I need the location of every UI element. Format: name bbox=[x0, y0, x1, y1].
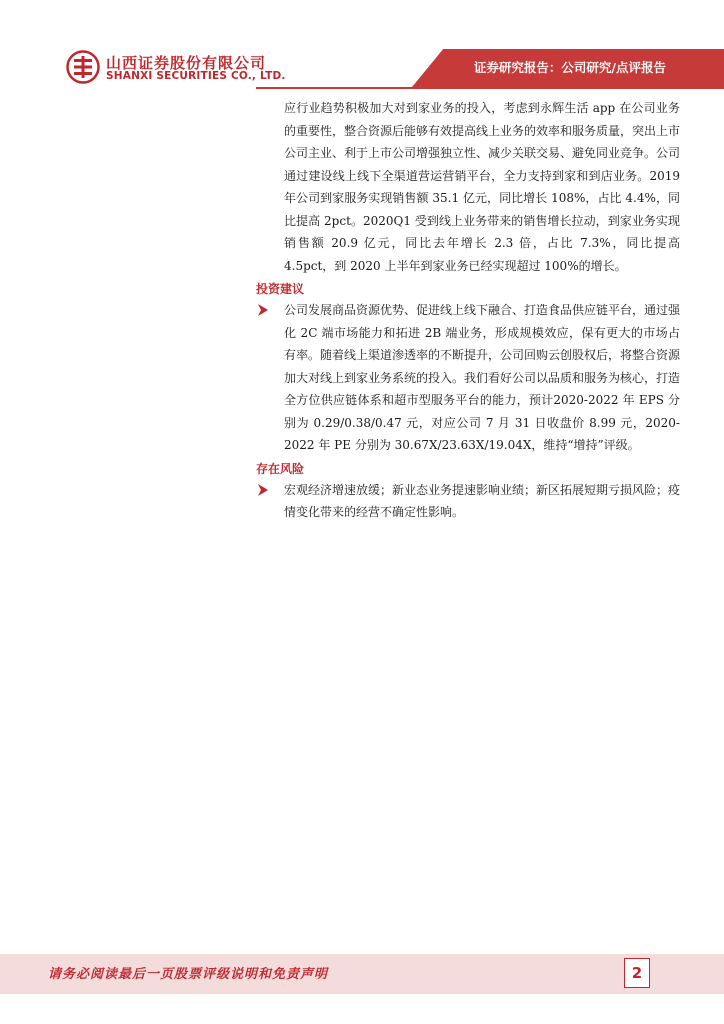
section-title-investment-advice: 投资建议 bbox=[256, 282, 305, 296]
report-type-label: 证券研究报告：公司研究/点评报告 bbox=[473, 60, 666, 75]
section-title-risks: 存在风险 bbox=[256, 461, 305, 476]
header-divider bbox=[256, 87, 724, 89]
report-body bbox=[256, 97, 680, 524]
page-number: 2 bbox=[624, 958, 650, 988]
company-name-cn: 山西证券股份有限公司 bbox=[106, 54, 267, 72]
arrow-bullet-icon bbox=[258, 304, 268, 316]
intro-paragraph: 应行业趋势积极加大对到家业务的投入，考虑到永辉生活 app 在公司业务的重要性，整合资源后能够有效提高线上业务的效率和服务质量，突出上市公司主业、利于上市公司增强独立性、减少关联交易、避免同业竞争。公司通过建设线上线下全渠道营运营销平台，全力支持到家和到店业务。2019 年公司到家服务实现销售额 35.1 亿元，同比增长 108%，占比 4.4%，同比提高 2pct。2020Q1 受到线上业务带来的销售增长拉动，到家业务实现销售额 20.9 亿元，同比去年增长 2.3 倍，占比 7.3%，同比提高 4.5pct，到 2020 上半年到家业务已经实现超过 100%的增长。 bbox=[284, 101, 681, 273]
footer-disclaimer: 请务必阅读最后一页股票评级说明和免责声明 bbox=[48, 967, 329, 982]
risks-text: 宏观经济增速放缓；新业态业务提速影响业绩；新区拓展短期亏损风险；疫情变化带来的经营不确定性影响。 bbox=[284, 482, 681, 519]
page-header bbox=[0, 0, 724, 100]
arrow-bullet-icon bbox=[258, 484, 268, 496]
investment-advice-text: 公司发展商品资源优势、促进线上线下融合、打造食品供应链平台，通过强化 2C 端市场能力和拓进 2B 端业务，形成规模效应，保有更大的市场占有率。随着线上渠道渗透率的不断提升，公司回购云创股权后，将整合资源加大对线上到家业务系统的投入。我们看好公司以品质和服务为核心，打造全方位供应链体系和超市型服务平台的能力，预计2020-2022 年 EPS 分别为 0.29/0.38/0.47 元，对应公司 7 月 31 日收盘价 8.99 元，2020-2022 年 PE 分别为 30.67X/23.63X/19.04X，维持“增持”评级。 bbox=[284, 303, 681, 452]
list-item bbox=[256, 299, 680, 457]
list-item bbox=[256, 479, 680, 524]
company-logo-icon bbox=[66, 50, 100, 84]
company-name-en: SHANXI SECURITIES CO., LTD. bbox=[106, 70, 286, 82]
